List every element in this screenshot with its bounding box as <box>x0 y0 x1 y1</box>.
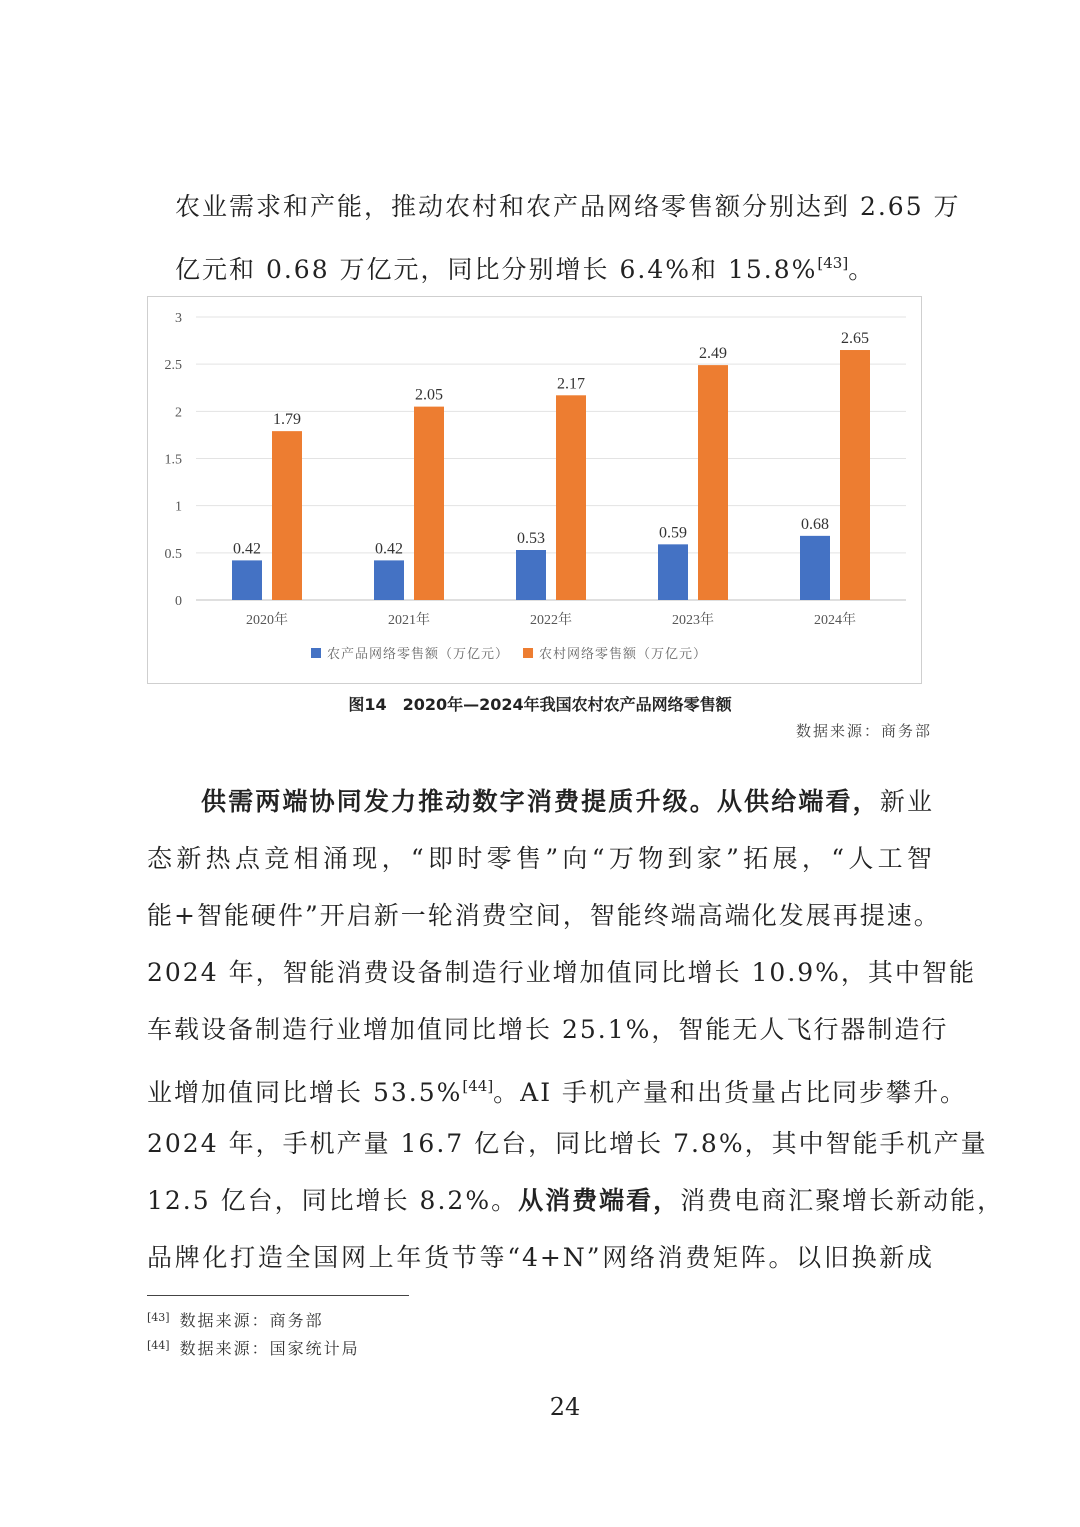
chart-bars <box>232 350 870 600</box>
chart-legend-swatch <box>523 648 533 658</box>
paragraph-line <box>147 1172 1005 1229</box>
figure-source: 数据来源：商务部 <box>795 722 932 740</box>
paragraph-text: 消费电商汇聚增长新动能， <box>680 1186 1005 1215</box>
paragraph-text: 。 <box>848 255 876 284</box>
footnote-marker: [44] <box>147 1339 170 1352</box>
paragraph-heading: 供需两端协同发力推动数字消费提质升级。从供给端看， <box>201 787 880 816</box>
chart-x-category-label: 2020年 <box>246 613 288 628</box>
page-number: 24 <box>549 1393 581 1421</box>
chart-x-categories <box>246 611 856 628</box>
paragraph-line: 农业需求和产能，推动农村和农产品网络零售额分别达到 2.65 万 <box>175 192 961 221</box>
paragraph-line: 2024 年，手机产量 16.7 亿台，同比增长 7.8%，其中智能手机产量 <box>147 1129 988 1158</box>
footnote-ref-44[interactable]: [44] <box>462 1077 494 1095</box>
chart-legend-label: 农产品网络零售额（万亿元） <box>327 647 510 662</box>
footnote-ref-43[interactable]: [43] <box>817 254 849 272</box>
footnote-43 <box>147 1308 324 1331</box>
footnote-divider <box>147 1295 409 1296</box>
chart-x-category-label: 2022年 <box>530 613 572 628</box>
chart-data-label: 0.42 <box>375 540 403 558</box>
chart-legend <box>311 646 707 662</box>
paragraph-line <box>175 235 932 292</box>
chart-gridlines <box>196 317 906 600</box>
chart-bar <box>840 350 870 600</box>
paragraph-line: 能+智能硬件”开启新一轮消费空间，智能终端高端化发展再提速。 <box>147 901 941 930</box>
paragraph-text: 12.5 亿台，同比增长 8.2%。 <box>147 1186 519 1215</box>
paragraph-line: 车载设备制造行业增加值同比增长 25.1%，智能无人飞行器制造行 <box>147 1015 949 1044</box>
paragraph-line: 品牌化打造全国网上年货节等“4+N”网络消费矩阵。以旧换新成 <box>147 1243 934 1272</box>
chart-x-category-label: 2023年 <box>672 613 714 628</box>
chart-bar <box>232 560 262 600</box>
chart-data-label: 2.65 <box>841 330 869 348</box>
footnote-text: 数据来源：国家统计局 <box>179 1339 360 1358</box>
chart-data-label: 0.53 <box>517 530 545 548</box>
paragraph-line <box>147 1058 968 1115</box>
paragraph-text: 新业 <box>879 787 934 816</box>
chart-data-label: 0.42 <box>233 540 261 558</box>
chart-data-label: 2.17 <box>557 375 585 393</box>
chart-y-tick-label: 3 <box>175 311 182 326</box>
chart-x-category-label: 2024年 <box>814 613 856 628</box>
chart-bar <box>414 407 444 600</box>
chart-data-label: 2.49 <box>699 345 727 363</box>
chart-bar <box>374 560 404 600</box>
paragraph-heading: 从消费端看， <box>518 1186 681 1215</box>
chart-bar <box>698 365 728 600</box>
bar-chart <box>147 296 922 684</box>
chart-y-tick-label: 0.5 <box>164 546 182 562</box>
chart-y-tick-label: 0 <box>175 594 182 609</box>
chart-y-tick-label: 2 <box>175 405 182 421</box>
chart-y-ticks <box>165 311 183 609</box>
chart-canvas <box>148 297 923 685</box>
paragraph-line: 态新热点竞相涌现，“即时零售”向“万物到家”拓展，“人工智 <box>147 844 934 873</box>
footnote-44 <box>147 1336 360 1359</box>
paragraph-line <box>147 773 934 830</box>
chart-bar <box>516 550 546 600</box>
paragraph-text: 。AI 手机产量和出货量占比同步攀升。 <box>493 1078 968 1107</box>
chart-data-label: 1.79 <box>273 411 301 429</box>
footnote-marker: [43] <box>147 1311 170 1324</box>
chart-bar <box>556 395 586 600</box>
paragraph-line: 2024 年，智能消费设备制造行业增加值同比增长 10.9%，其中智能 <box>147 958 976 987</box>
paragraph-text: 亿元和 0.68 万亿元，同比分别增长 6.4%和 15.8% <box>175 255 818 284</box>
chart-legend-swatch <box>311 648 321 658</box>
chart-data-label: 0.59 <box>659 524 687 542</box>
footnote-text: 数据来源：商务部 <box>179 1311 324 1330</box>
figure-caption: 图14 2020年—2024年我国农村农产品网络零售额 <box>348 695 732 714</box>
chart-y-tick-label: 1 <box>175 499 182 515</box>
chart-bar <box>658 544 688 600</box>
chart-y-tick-label: 2.5 <box>164 358 182 374</box>
chart-x-category-label: 2021年 <box>388 613 430 628</box>
chart-data-label: 0.68 <box>801 515 829 533</box>
paragraph-intro <box>175 178 961 292</box>
chart-legend-label: 农村网络零售额（万亿元） <box>539 647 708 662</box>
paragraph-text: 业增加值同比增长 53.5% <box>147 1078 463 1107</box>
paragraph-main <box>147 773 1005 1286</box>
chart-bar <box>272 431 302 600</box>
chart-data-label: 2.05 <box>415 386 443 404</box>
chart-bar <box>800 536 830 600</box>
chart-y-tick-label: 1.5 <box>164 452 182 468</box>
